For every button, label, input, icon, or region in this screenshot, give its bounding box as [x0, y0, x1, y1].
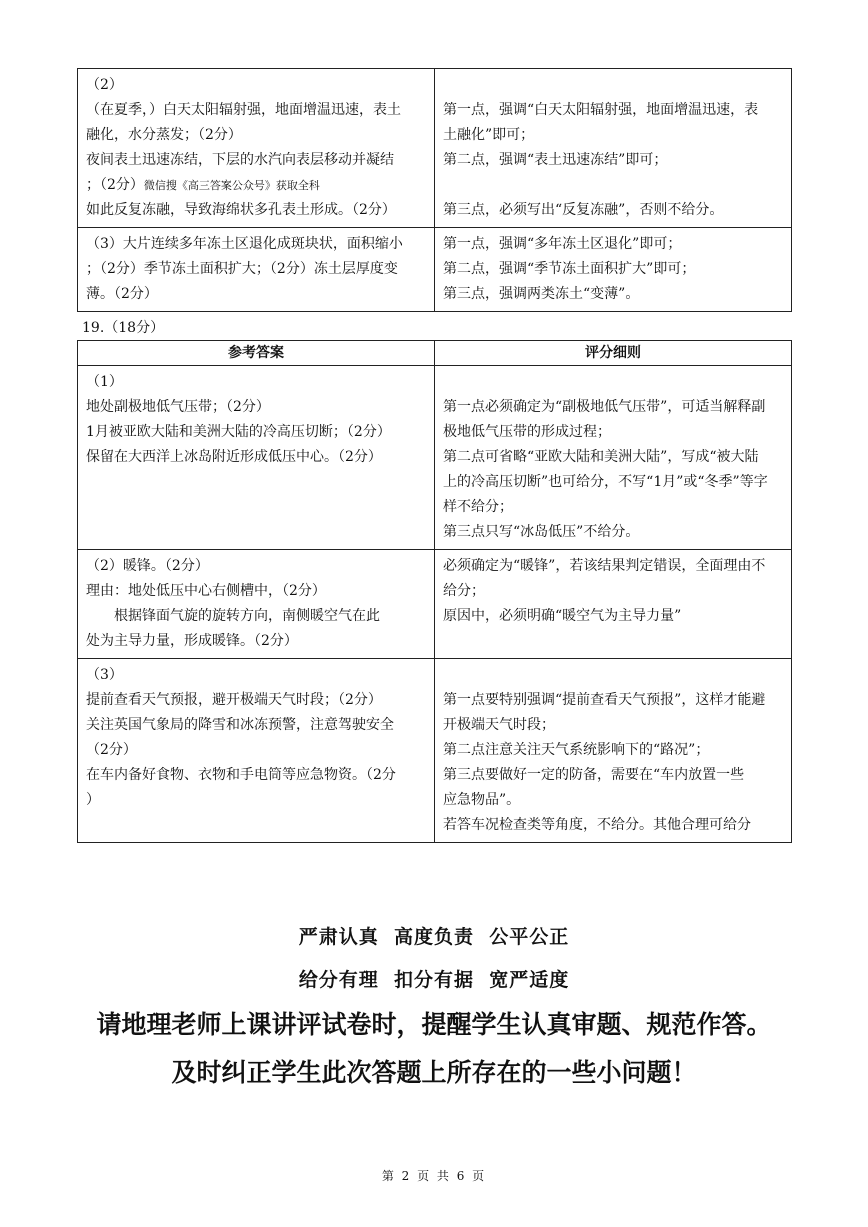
answer-line: 1月被亚欧大陆和美洲大陆的冷高压切断；（2分）	[86, 424, 391, 440]
answer-line: 关注英国气象局的降雪和冰冻预警，注意驾驶安全	[86, 717, 394, 733]
criteria-line: 第三点只写“冰岛低压”不给分。	[443, 524, 640, 540]
criteria-line: 第一点必须确定为“副极地低气压带”，可适当解释副	[443, 399, 766, 415]
criteria-line: 第一点要特别强调“提前查看天气预报”，这样才能避	[443, 692, 766, 708]
answer-cell	[78, 366, 435, 550]
answer-line: 如此反复冻融，导致海绵状多孔表土形成。（2分）	[86, 202, 396, 218]
answer-line: ；（2分）季节冻土面积扩大；（2分）冻土层厚度变	[86, 261, 398, 277]
criteria-line: 原因中，必须明确“暖空气为主导力量”	[443, 608, 682, 624]
answer-cell	[78, 69, 435, 228]
answer-line: （2分）	[86, 742, 137, 758]
criteria-line: 给分；	[443, 583, 485, 599]
header-criteria: 评分细则	[435, 341, 792, 366]
answer-cell	[78, 228, 435, 312]
criteria-line: 必须确定为“暖锋”，若该结果判定错误，全面理由不	[443, 558, 766, 574]
criteria-line: 第三点，强调两类冻土“变薄”。	[443, 286, 640, 302]
table-row	[78, 659, 792, 843]
criteria-line: 若答车况检查类等角度，不给分。其他合理可给分	[443, 817, 751, 833]
answer-line: （2）暖锋。（2分）	[86, 558, 209, 574]
answer-line: 夜间表土迅速冻结，下层的水汽向表层移动并凝结	[86, 152, 394, 168]
page-footer: 第 2 页 共 6 页	[381, 1169, 487, 1183]
answer-line: 根据锋面气旋的旋转方向，南侧暖空气在此	[114, 608, 380, 624]
answer-table-18	[77, 68, 792, 312]
answer-line: （1）	[86, 374, 123, 390]
criteria-line: 极地低气压带的形成过程；	[443, 424, 611, 440]
answer-cell	[78, 550, 435, 659]
criteria-line: 土融化”即可；	[443, 127, 535, 143]
criteria-line: 第二点注意关注天气系统影响下的“路况”；	[443, 742, 710, 758]
answer-line: 薄。（2分）	[86, 286, 158, 302]
answer-line: 地处副极地低气压带；（2分）	[86, 399, 270, 415]
answer-line	[86, 173, 428, 198]
criteria-line: 应急物品”。	[443, 792, 521, 808]
table-row	[78, 228, 792, 312]
criteria-line: 第二点可省略“亚欧大陆和美洲大陆”，写成“被大陆	[443, 449, 759, 465]
table-row	[78, 366, 792, 550]
criteria-line: 样不给分；	[443, 499, 513, 515]
answer-line: 提前查看天气预报，避开极端天气时段；（2分）	[86, 692, 382, 708]
criteria-cell	[435, 550, 792, 659]
criteria-line: 第一点，强调“多年冻土区退化”即可；	[443, 236, 682, 252]
criteria-line: 第二点，强调“表土迅速冻结”即可；	[443, 152, 668, 168]
slogan-line-4: 及时纠正学生此次答题上所存在的一些小问题！	[171, 1058, 697, 1087]
criteria-line: 上的冷高压切断”也可给分，不写“1月”或“冬季”等字	[443, 474, 768, 490]
criteria-cell	[435, 228, 792, 312]
question-number: 19.（18分）	[82, 320, 165, 336]
answer-line: （3）大片连续多年冻土区退化成斑块状，面积缩小	[86, 236, 403, 252]
answer-cell	[78, 659, 435, 843]
slogan-line-3: 请地理老师上课讲评试卷时，提醒学生认真审题、规范作答。	[96, 1010, 772, 1039]
criteria-cell	[435, 659, 792, 843]
criteria-cell	[435, 69, 792, 228]
answer-line: （在夏季，）白天太阳辐射强，地面增温迅速，表土	[86, 102, 401, 118]
answer-line: 处为主导力量，形成暖锋。（2分）	[86, 633, 298, 649]
header-answer: 参考答案	[78, 341, 435, 366]
slogan-line-1: 严肃认真 高度负责 公平公正	[298, 926, 570, 948]
answer-line: 融化，水分蒸发；（2分）	[86, 127, 242, 143]
table-row	[78, 550, 792, 659]
answer-line: 在车内备好食物、衣物和手电筒等应急物资。（2分	[86, 767, 396, 783]
criteria-cell	[435, 366, 792, 550]
answer-line: （3）	[86, 667, 123, 683]
table-header-row	[78, 341, 792, 366]
answer-line: （2）	[86, 77, 123, 93]
criteria-line: 第三点要做好一定的防备，需要在“车内放置一些	[443, 767, 745, 783]
answer-line: 保留在大西洋上冰岛附近形成低压中心。（2分）	[86, 449, 382, 465]
criteria-line: 第二点，强调“季节冻土面积扩大”即可；	[443, 261, 696, 277]
criteria-line: 第一点，强调“白天太阳辐射强，地面增温迅速，表	[443, 102, 759, 118]
slogan-line-2: 给分有理 扣分有据 宽严适度	[298, 969, 570, 991]
answer-line: 理由：地处低压中心右侧槽中，（2分）	[86, 583, 326, 599]
answer-table-19	[77, 340, 792, 843]
criteria-line: 开极端天气时段；	[443, 717, 555, 733]
table-row	[78, 69, 792, 228]
watermark-text: 微信搜《高三答案公众号》获取全科	[143, 179, 320, 192]
answer-line: ）	[86, 792, 100, 808]
criteria-line: 第三点，必须写出“反复冻融”，否则不给分。	[443, 202, 724, 218]
answer-line-part: ；（2分）	[86, 177, 144, 193]
